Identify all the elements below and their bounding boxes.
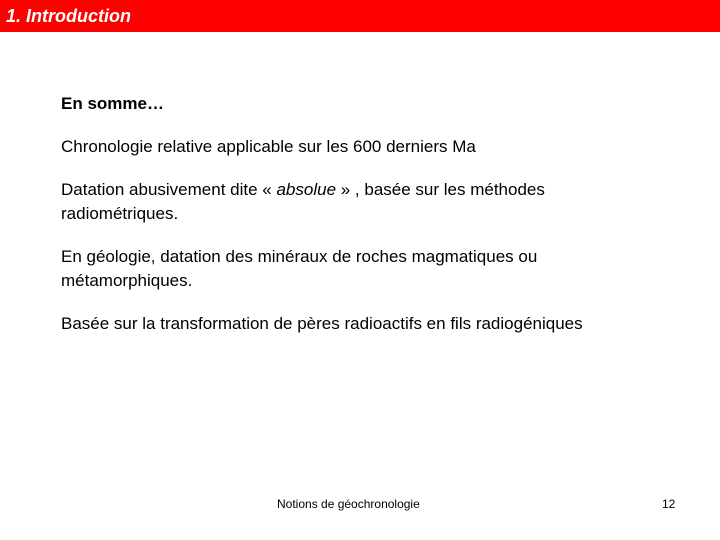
slide-title: 1. Introduction: [6, 6, 131, 26]
paragraph-geologie: En géologie, datation des minéraux de roches magmatiques ou métamorphiques.: [61, 247, 538, 290]
paragraph-datation: [61, 178, 661, 226]
title-bar: [0, 0, 720, 32]
paragraph-transformation: Basée sur la transformation de pères radioactifs en fils radiogéniques: [61, 314, 583, 333]
paragraph-datation-italic: absolue: [276, 180, 337, 199]
paragraph-datation-start: Datation abusivement dite «: [61, 180, 277, 199]
paragraph-datation-end: » , basée sur les méthodes radiométriques.: [61, 180, 545, 223]
slide-body: [61, 92, 661, 355]
footer-title: Notions de géochronologie: [277, 497, 420, 511]
page-number: 12: [662, 497, 676, 511]
paragraph-chronologie: Chronologie relative applicable sur les 600 derniers Ma: [61, 137, 476, 156]
section-heading: En somme…: [61, 94, 164, 113]
